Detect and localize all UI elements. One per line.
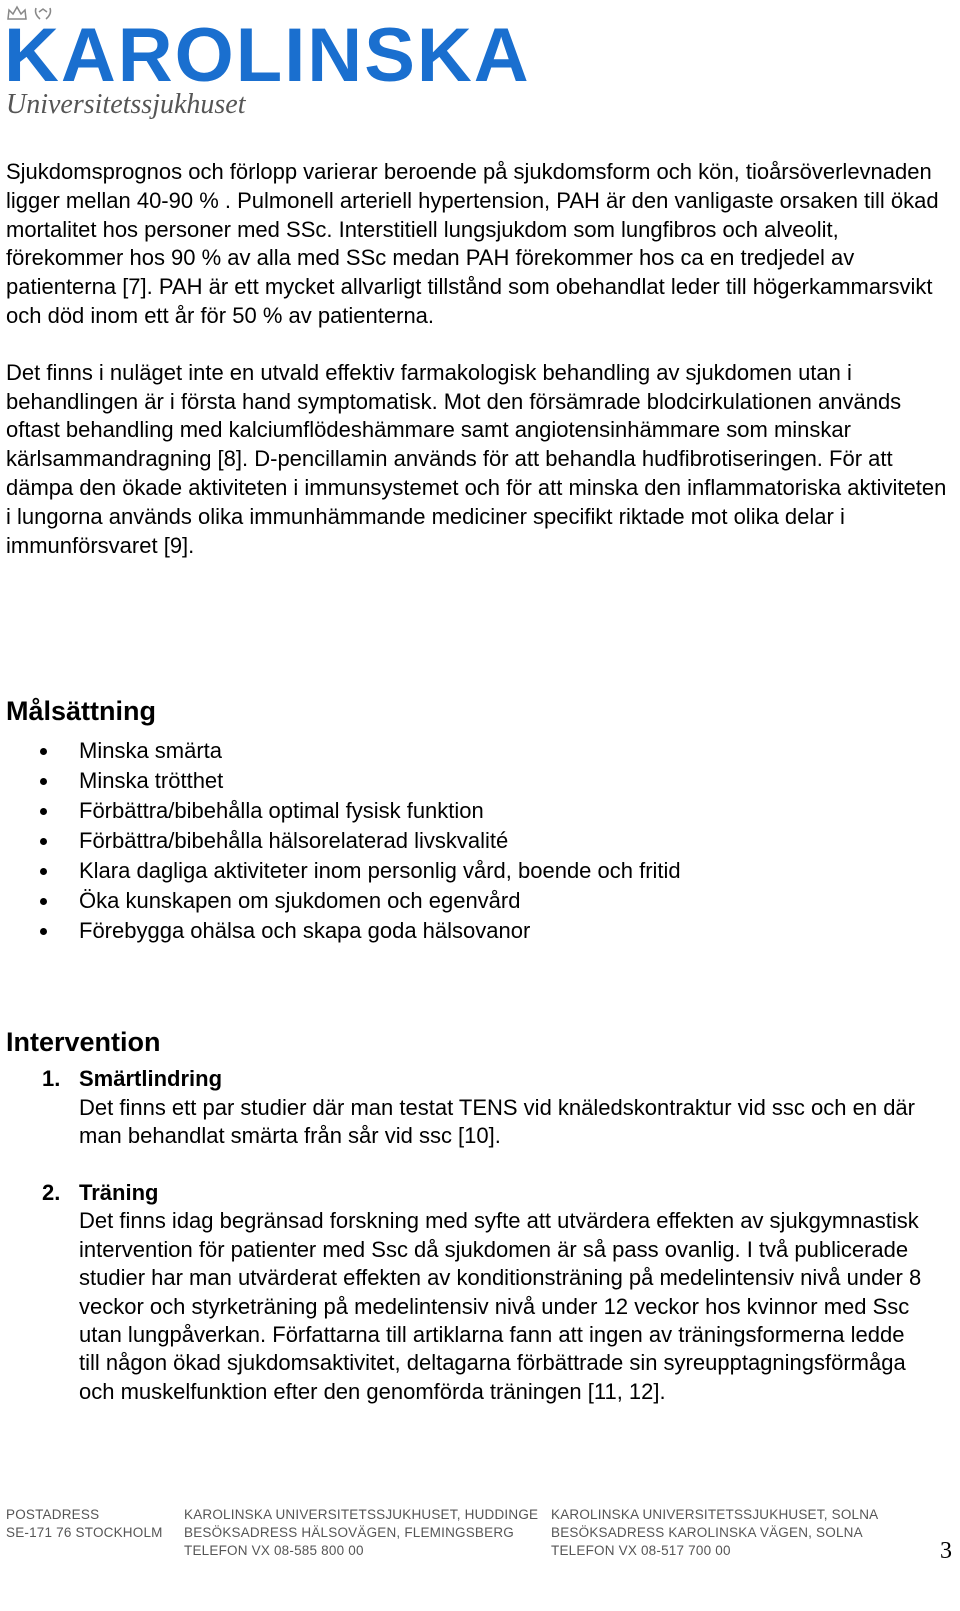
intervention-heading: Intervention	[6, 1027, 161, 1057]
intervention-list	[42, 1065, 922, 1406]
item-title: Smärtlindring	[79, 1066, 223, 1091]
intervention-item	[42, 1179, 922, 1407]
footer-solna: KAROLINSKA UNIVERSITETSSJUKHUSET, SOLNA BESÖKSADRESS KAROLINSKA VÄGEN, SOLNA TELEFON VX 08-517 700 00	[551, 1507, 879, 1558]
bullet-icon	[40, 898, 47, 905]
bullet-icon	[40, 778, 47, 785]
bullet-icon	[40, 748, 47, 755]
item-text: Det finns idag begränsad forskning med syfte att utvärdera effekten av sjukgymnastisk intervention för patienter med Ssc då sjukdomen är så pass ovanlig. I två publicerade studier har man utvärderat effekten av konditionsträning på medelintensiv nivå under 8 veckor och styrketräning på medelintensiv nivå under 12 veckor hos kvinnor med Ssc utan lungpåverkan. Författarna till artiklarna fann att ingen av träningsformerna ledde till någon ökad sjukdomsaktivitet, deltagarna förbättrade sin syreupptagningsförmåga och muskelfunktion efter den genomförda träningen [11, 12].	[79, 1208, 922, 1404]
list-item: Minska trötthet	[40, 766, 681, 796]
page-number: 3	[940, 1538, 952, 1564]
list-item: Minska smärta	[40, 736, 681, 766]
goals-heading: Målsättning	[6, 696, 157, 726]
item-number: 1.	[42, 1066, 61, 1091]
item-number: 2.	[42, 1179, 61, 1205]
hospital-logo	[4, 4, 531, 124]
footer-postal: POSTADRESS SE-171 76 STOCKHOLM	[6, 1507, 163, 1540]
intro-paragraph-1: Sjukdomsprognos och förlopp varierar beroende på sjukdomsform och kön, tioårsöverlevnaden ligger mellan 40-90 % . Pulmonell arteriell hypertension, PAH är den vanligaste orsaken till ökad mortalitet hos personer med SSc. Interstitiell lungsjukdom som lungfibros och alveolit, förekommer hos 90 % av alla med SSc medan PAH förekommer hos ca en tredjedel av patienterna [7]. PAH är ett mycket allvarligt tillstånd som obehandlat leder till högerkammarsvikt och död inom ett år för 50 % av patienterna.	[6, 159, 939, 328]
bullet-icon	[40, 808, 47, 815]
logo-subtitle: Universitetssjukhuset	[6, 89, 246, 120]
bullet-icon	[40, 868, 47, 875]
goals-list	[40, 736, 681, 946]
intro-section	[6, 158, 950, 560]
item-text: Det finns ett par studier där man testat TENS vid knäledskontraktur vid ssc och en där man behandlat smärta från sår vid ssc [10].	[79, 1094, 915, 1149]
list-item: Klara dagliga aktiviteter inom personlig vård, boende och fritid	[40, 856, 681, 886]
logo-text: KAROLINSKA	[4, 13, 531, 98]
item-title: Träning	[79, 1179, 159, 1205]
list-item: Förebygga ohälsa och skapa goda hälsovanor	[40, 916, 681, 946]
bullet-icon	[40, 928, 47, 935]
list-item: Förbättra/bibehålla optimal fysisk funktion	[40, 796, 681, 826]
list-item: Öka kunskapen om sjukdomen och egenvård	[40, 886, 681, 916]
list-item: Förbättra/bibehålla hälsorelaterad livskvalité	[40, 826, 681, 856]
intro-paragraph-2: Det finns i nuläget inte en utvald effektiv farmakologisk behandling av sjukdomen utan i behandlingen är i första hand symptomatisk. Mot den försämrade blodcirkulationen används oftast behandling med kalciumflödeshämmare samt angiotensinhämmare som minskar kärlsammandragning [8]. D-pencillamin används för att behandla hudfibrotiseringen. För att dämpa den ökade aktiviteten i immunsystemet och för att minska den inflammatoriska aktiviteten i lungorna används olika immunhämmande mediciner specifikt riktade mot olika delar i immunförsvaret [9].	[6, 359, 947, 558]
footer-huddinge: KAROLINSKA UNIVERSITETSSJUKHUSET, HUDDINGE BESÖKSADRESS HÄLSOVÄGEN, FLEMINGSBERG TELEFON VX 08-585 800 00	[184, 1507, 539, 1558]
bullet-icon	[40, 838, 47, 845]
page-footer	[6, 1506, 954, 1566]
intervention-item	[42, 1065, 922, 1151]
